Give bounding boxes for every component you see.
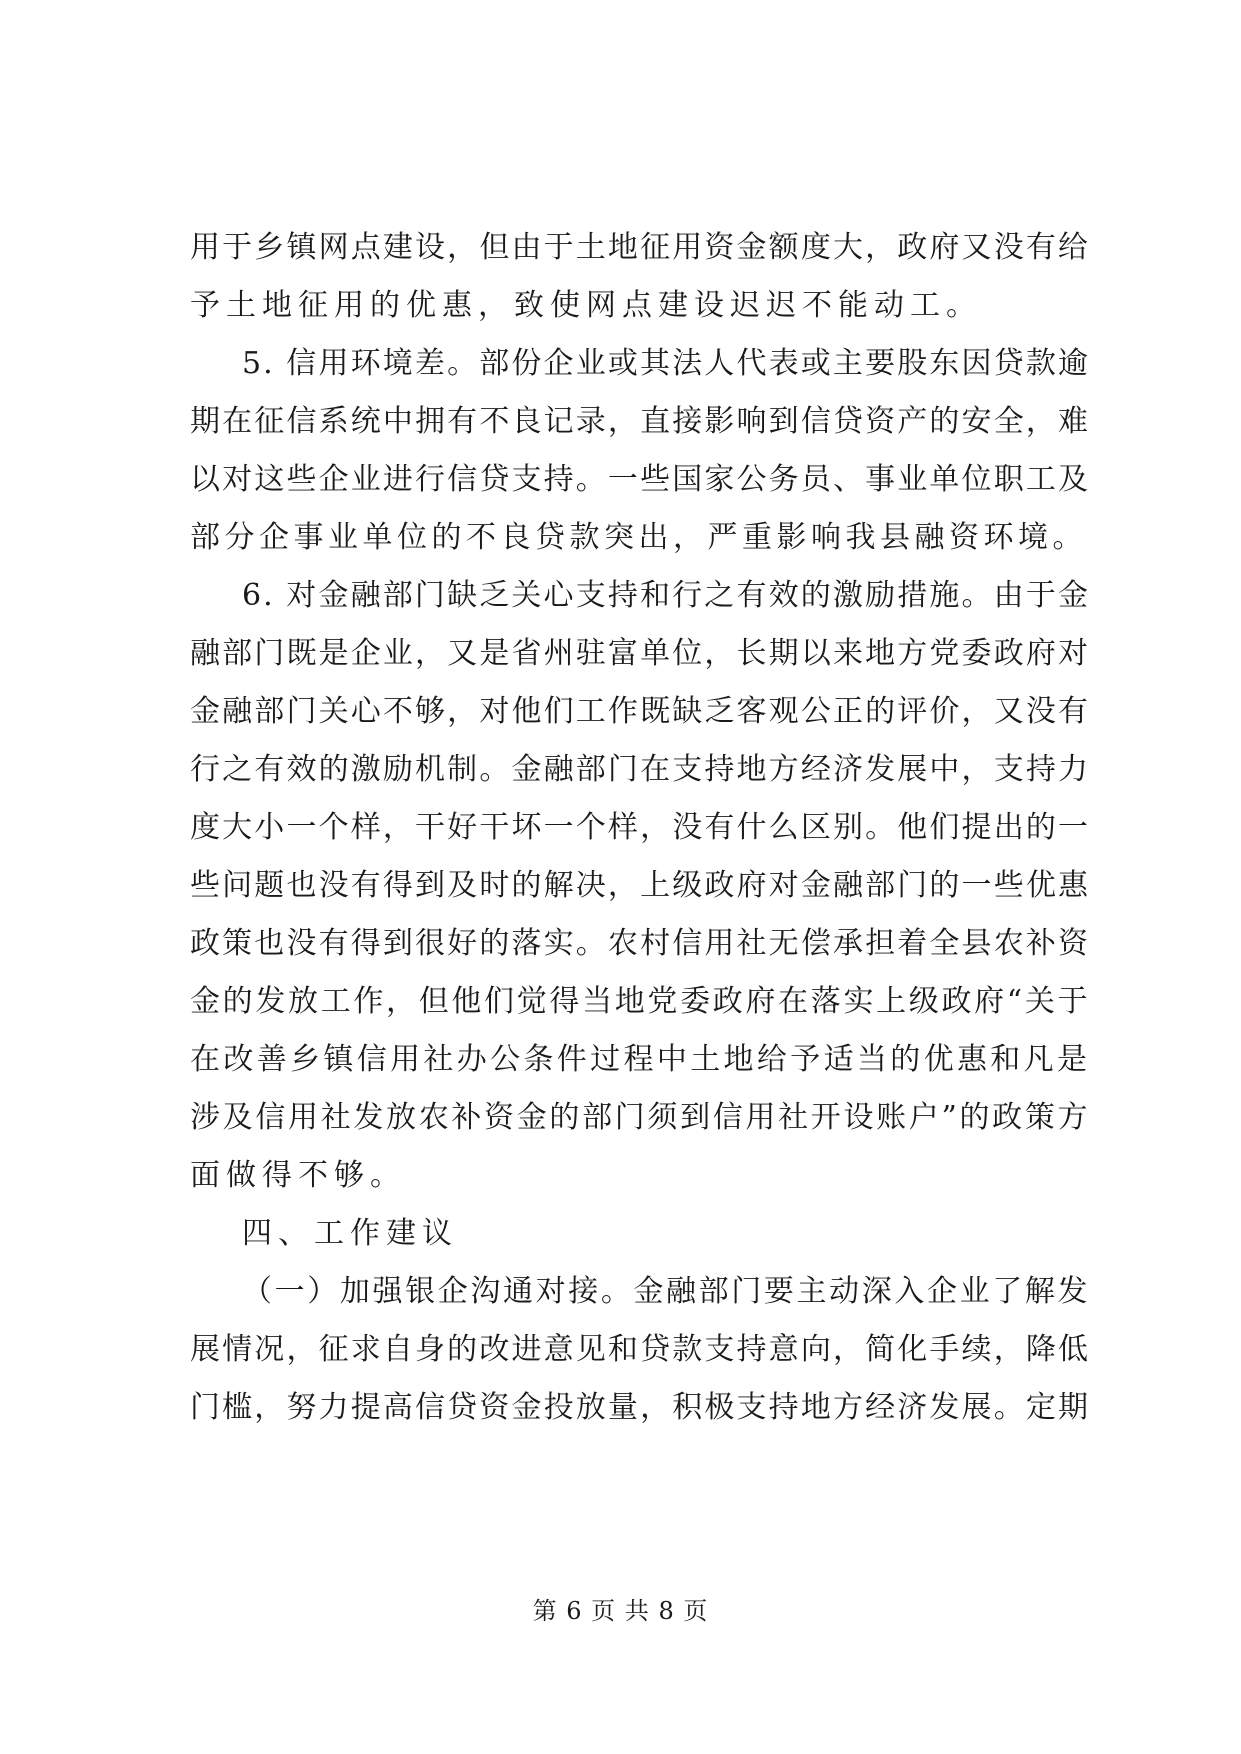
body-line: 涉及信用社发放农补资金的部门须到信用社开设账户”的政策方 bbox=[190, 1100, 1090, 1135]
body-line: 期在征信系统中拥有不良记录，直接影响到信贷资产的安全，难 bbox=[190, 404, 1090, 439]
body-line: 度大小一个样，干好干坏一个样，没有什么区别。他们提出的一 bbox=[190, 810, 1090, 845]
body-line: 门槛，努力提高信贷资金投放量，积极支持地方经济发展。定期 bbox=[190, 1390, 1090, 1425]
body-line: 融部门既是企业，又是省州驻富单位，长期以来地方党委政府对 bbox=[190, 636, 1090, 671]
body-line: 面做得不够。 bbox=[190, 1158, 406, 1193]
body-line: 部分企事业单位的不良贷款突出，严重影响我县融资环境。 bbox=[190, 520, 1087, 555]
page-number-footer: 第 6 页 共 8 页 bbox=[532, 1597, 709, 1625]
body-line: 些问题也没有得到及时的解决，上级政府对金融部门的一些优惠 bbox=[190, 868, 1090, 903]
body-line: 金融部门关心不够，对他们工作既缺乏客观公正的评价，又没有 bbox=[190, 694, 1090, 729]
body-line: 予土地征用的优惠，致使网点建设迟迟不能动工。 bbox=[190, 288, 982, 323]
body-line: 以对这些企业进行信贷支持。一些国家公务员、事业单位职工及 bbox=[190, 462, 1090, 497]
body-line: 用于乡镇网点建设，但由于土地征用资金额度大，政府又没有给 bbox=[190, 230, 1090, 265]
body-line: 行之有效的激励机制。金融部门在支持地方经济发展中，支持力 bbox=[190, 752, 1090, 787]
paragraph-5-heading-line: 5. 信用环境差。部份企业或其法人代表或主要股东因贷款逾 bbox=[242, 346, 1090, 381]
paragraph-6-heading-line: 6. 对金融部门缺乏关心支持和行之有效的激励措施。由于金 bbox=[242, 578, 1090, 613]
subsection-heading-line: （一）加强银企沟通对接。金融部门要主动深入企业了解发 bbox=[242, 1274, 1090, 1309]
body-line: 政策也没有得到很好的落实。农村信用社无偿承担着全县农补资 bbox=[190, 926, 1090, 961]
section-heading: 四、工作建议 bbox=[242, 1216, 458, 1251]
body-line: 金的发放工作，但他们觉得当地党委政府在落实上级政府“关于 bbox=[190, 984, 1090, 1019]
body-line: 展情况，征求自身的改进意见和贷款支持意向，简化手续，降低 bbox=[190, 1332, 1090, 1367]
body-line: 在改善乡镇信用社办公条件过程中土地给予适当的优惠和凡是 bbox=[190, 1042, 1090, 1077]
